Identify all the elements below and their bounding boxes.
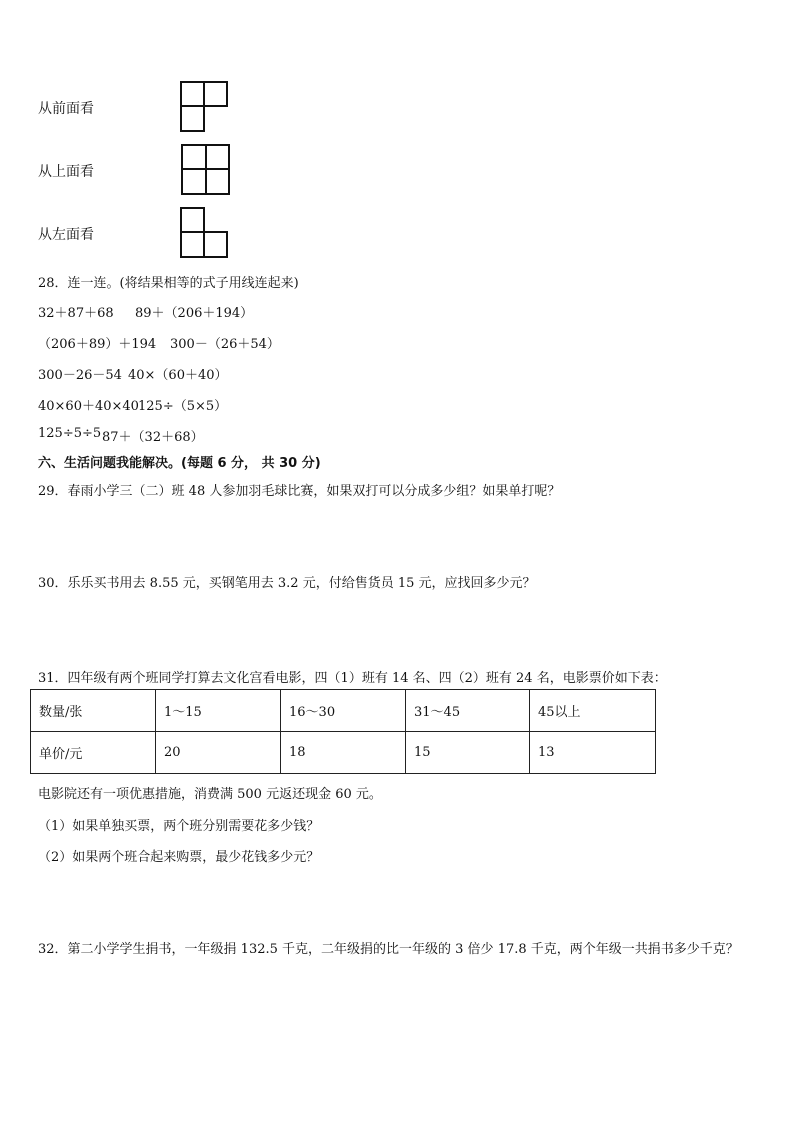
q30-text: 30．乐乐买书用去 8.55 元，买钢笔用去 3.2 元，付给售货员 15 元，应找回多少元？ bbox=[38, 576, 536, 591]
table-cell: 13 bbox=[530, 732, 656, 774]
table-cell: 20 bbox=[156, 732, 281, 774]
q28-row1-right: 89＋（206＋194） bbox=[135, 306, 254, 321]
q29-text: 29．春雨小学三（二）班 48 人参加羽毛球比赛，如果双打可以分成多少组？如果单打呢？ bbox=[38, 484, 561, 499]
q28-row1-left: 32＋87＋68 bbox=[38, 306, 114, 321]
table-cell: 15 bbox=[406, 732, 530, 774]
table-cell: 31～45 bbox=[406, 690, 530, 732]
q28-row2-right: 300－（26＋54） bbox=[170, 337, 280, 352]
table-cell: 18 bbox=[281, 732, 406, 774]
q28-row5-left: 125÷5÷5 bbox=[38, 426, 102, 441]
q28-row4-right: 125÷（5×5） bbox=[138, 399, 228, 414]
q31-sub1: （1）如果单独买票，两个班分别需要花多少钱？ bbox=[38, 819, 320, 834]
ticket-price-table bbox=[30, 689, 656, 774]
q28-row4-left: 40×60＋40×40 bbox=[38, 399, 139, 414]
q28-row5-right: 87＋（32＋68） bbox=[102, 430, 204, 445]
q31-sub2: （2）如果两个班合起来购票，最少花钱多少元？ bbox=[38, 850, 320, 865]
q28-row2-left: （206＋89）＋194 bbox=[38, 337, 157, 352]
table-cell: 单价/元 bbox=[31, 732, 156, 774]
top-view-label: 从上面看 bbox=[38, 164, 94, 180]
table-cell: 数量/张 bbox=[31, 690, 156, 732]
q28-row3-left: 300－26－54 bbox=[38, 368, 122, 383]
table-row bbox=[31, 690, 656, 732]
front-view-label: 从前面看 bbox=[38, 101, 94, 117]
q28-title: 28．连一连。(将结果相等的式子用线连起来) bbox=[38, 276, 299, 291]
table-cell: 45以上 bbox=[530, 690, 656, 732]
table-row bbox=[31, 732, 656, 774]
q28-row3-right: 40×（60＋40） bbox=[128, 368, 228, 383]
left-view-label: 从左面看 bbox=[38, 227, 94, 243]
q31-note: 电影院还有一项优惠措施，消费满 500 元返还现金 60 元。 bbox=[38, 787, 382, 802]
table-cell: 1～15 bbox=[156, 690, 281, 732]
q31-title: 31．四年级有两个班同学打算去文化宫看电影，四（1）班有 14 名、四（2）班有 24 名，电影票价如下表： bbox=[38, 671, 667, 686]
section-six-heading: 六、生活问题我能解决。(每题 6 分， 共 30 分) bbox=[38, 456, 321, 471]
table-cell: 16～30 bbox=[281, 690, 406, 732]
q32-text: 32．第二小学学生捐书，一年级捐 132.5 千克，二年级捐的比一年级的 3 倍少 17.8 千克，两个年级一共捐书多少千克？ bbox=[38, 942, 739, 957]
